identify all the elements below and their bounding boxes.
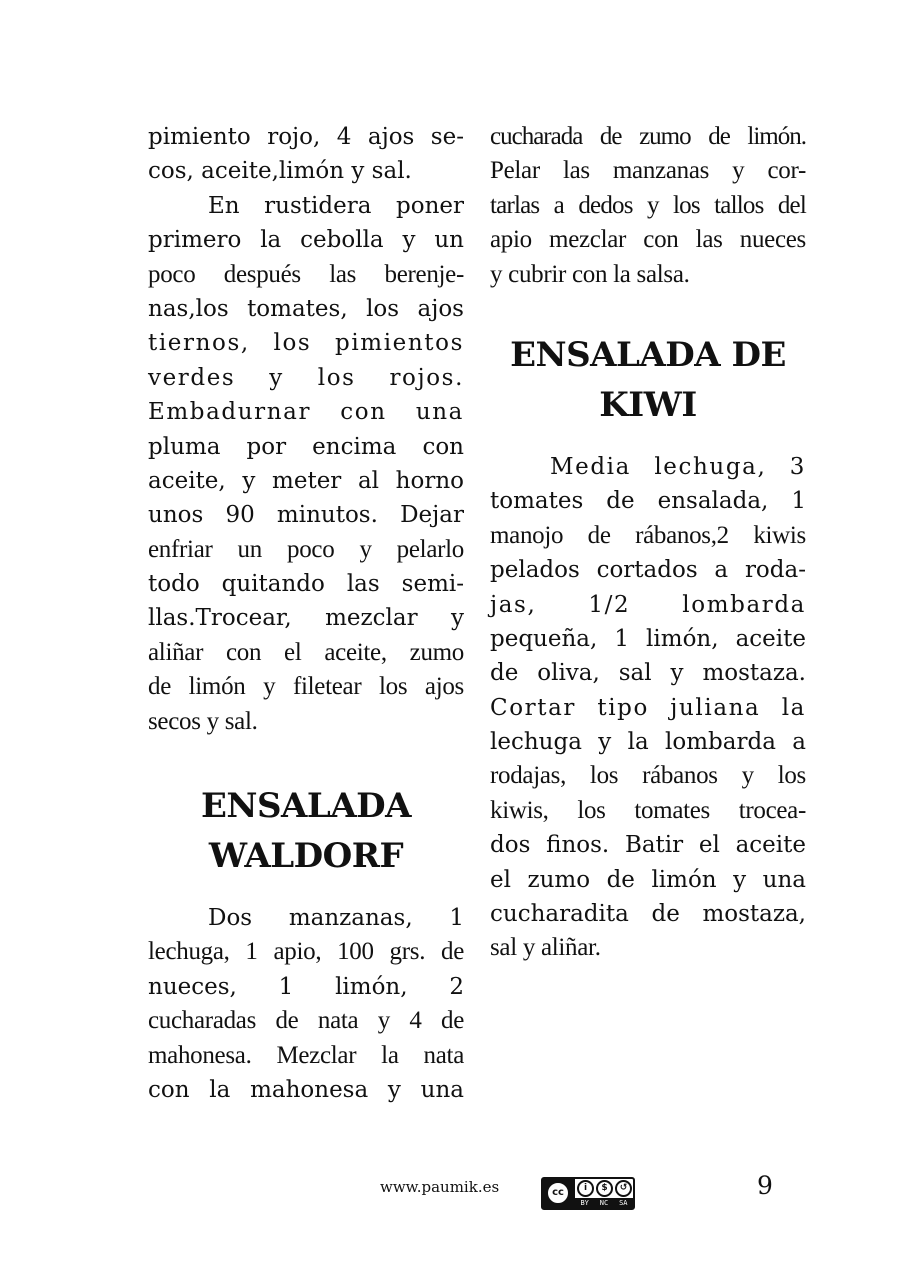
noncommercial-icon: $ [596, 1180, 613, 1197]
cc-logo-block [543, 1179, 575, 1208]
text-line: y cubrir con la salsa. [490, 260, 690, 288]
text-line: tarlas a dedos y los tallos del [490, 191, 806, 219]
heading-line: WALDORF [208, 836, 404, 877]
text-line: el zumo de limón y una [490, 866, 806, 893]
footer-url-link[interactable]: www.paumik.es [380, 1178, 500, 1196]
sharealike-icon: ↺ [615, 1180, 632, 1197]
license-label-sa: SA [619, 1199, 628, 1207]
text-line: Dos manzanas, 1 [208, 905, 464, 932]
text-line: En rustidera poner [208, 192, 464, 219]
text-line: cucharadita de mostaza, [490, 901, 806, 928]
heading-line: ENSALADA [200, 786, 412, 827]
text-line: con la mahonesa y una [148, 1076, 464, 1103]
text-line: cos, aceite,limón y sal. [148, 158, 412, 185]
text-line: nas,los tomates, los ajos [148, 295, 464, 322]
recipe-heading-kiwi [490, 330, 806, 430]
text-line: apio mezclar con las nueces [490, 226, 806, 254]
text-line: manojo de rábanos,2 kiwis [490, 521, 806, 549]
text-line: pequeña, 1 limón, aceite [490, 625, 806, 652]
text-line: Embadurnar con una [148, 399, 464, 426]
text-line: jas, 1/2 lombarda [490, 591, 806, 618]
text-line: tiernos, los pimientos [148, 330, 464, 357]
text-line: de oliva, sal y mostaza. [490, 660, 806, 687]
license-label-nc: NC [599, 1199, 609, 1207]
text-line: Media lechuga, 3 [550, 453, 806, 480]
text-line: pluma por encima con [148, 433, 464, 460]
creative-commons-by-nc-sa-icon [541, 1177, 635, 1210]
recipe-heading-waldorf [148, 781, 464, 881]
cc-icon: cc [546, 1181, 570, 1205]
text-line: pimiento rojo, 4 ajos se- [148, 124, 464, 150]
text-line: Cortar tipo juliana la [490, 694, 806, 721]
text-line: de limón y filetear los ajos [148, 673, 464, 701]
text-line: verdes y los rojos. [148, 364, 464, 391]
text-line: mahonesa. Mezclar la nata [148, 1041, 464, 1069]
license-label-by: BY [580, 1199, 589, 1207]
text-line: cucharadas de nata y 4 de [148, 1007, 464, 1035]
text-line: sal y aliñar. [490, 934, 601, 962]
attribution-icon: i [577, 1180, 594, 1197]
text-line: unos 90 minutos. Dejar [148, 502, 464, 529]
text-line: tomates de ensalada, 1 [490, 488, 806, 515]
right-column [490, 120, 806, 966]
text-line: poco después las berenje- [148, 260, 464, 288]
text-line: nueces, 1 limón, 2 [148, 973, 464, 1000]
text-line: llas.Trocear, mezclar y [148, 605, 464, 632]
text-line: aceite, y meter al horno [148, 467, 464, 494]
heading-line: ENSALADA DE [510, 334, 786, 375]
license-labels [575, 1198, 633, 1208]
text-line: todo quitando las semi- [148, 571, 464, 598]
text-line: cucharada de zumo de limón. [490, 123, 806, 150]
text-line: dos finos. Batir el aceite [490, 832, 806, 859]
heading-line: KIWI [599, 384, 697, 425]
text-line: lechuga, 1 apio, 100 grs. de [148, 938, 464, 966]
page-number: 9 [757, 1171, 773, 1200]
text-line: primero la cebolla y un [148, 227, 464, 254]
text-line: Pelar las manzanas y cor- [490, 157, 806, 185]
text-line: secos y sal. [148, 707, 258, 735]
license-icons [577, 1180, 633, 1198]
text-line: enfriar un poco y pelarlo [148, 535, 464, 563]
text-line: lechuga y la lombarda a [490, 729, 806, 756]
left-column [148, 120, 464, 1107]
text-line: rodajas, los rábanos y los [490, 762, 806, 790]
text-line: pelados cortados a roda- [490, 557, 806, 584]
text-line: kiwis, los tomates trocea- [490, 796, 806, 824]
text-line: aliñar con el aceite, zumo [148, 638, 464, 666]
